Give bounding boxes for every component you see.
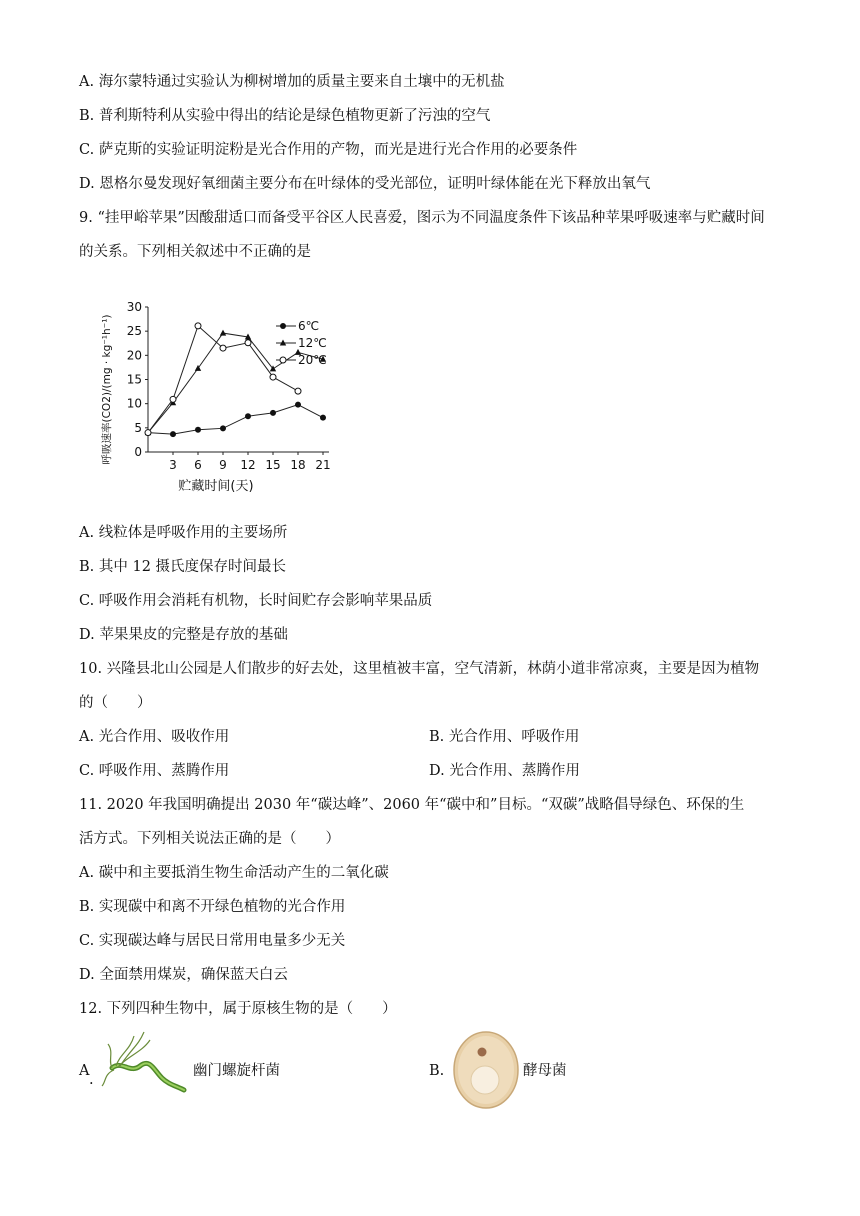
data-point — [195, 427, 201, 433]
legend-label: 12℃ — [298, 336, 327, 350]
legend-marker — [280, 357, 286, 363]
legend-marker — [280, 323, 286, 329]
y-tick-label: 30 — [126, 300, 142, 314]
q9-option-d: D. 苹果果皮的完整是存放的基础 — [79, 627, 288, 643]
x-tick-label: 6 — [194, 458, 202, 472]
x-tick-label: 12 — [240, 458, 256, 472]
x-tick-label: 9 — [219, 458, 227, 472]
q10-stem-line-1: 10. 兴隆县北山公园是人们散步的好去处，这里植被丰富，空气清新，林荫小道非常凉爽，主要是因为植物 — [79, 661, 760, 677]
x-tick-label: 21 — [315, 458, 331, 472]
data-point — [220, 330, 226, 336]
respiration-rate-chart — [96, 290, 346, 505]
q10-option-c: C. 呼吸作用、蒸腾作用 — [79, 763, 230, 779]
x-tick-label: 18 — [290, 458, 306, 472]
legend-label: 6℃ — [298, 319, 320, 333]
y-tick-label: 25 — [126, 324, 142, 339]
q9-stem-line-1: 9. “挂甲峪苹果”因酸甜适口而备受平谷区人民喜爱，图示为不同温度条件下该品种苹果呼吸速率与贮藏时间 — [79, 210, 765, 226]
legend-label: 20℃ — [298, 353, 327, 367]
q11-stem-line-1: 11. 2020 年我国明确提出 2030 年“碳达峰”、2060 年“碳中和”目标。“双碳”战略倡导绿色、环保的生 — [79, 797, 745, 813]
series-line-1 — [148, 405, 323, 434]
yeast-cell-illustration — [450, 1030, 522, 1110]
y-tick-label: 20 — [126, 348, 142, 363]
q8-option-c: C. 萨克斯的实验证明淀粉是光合作用的产物，而光是进行光合作用的必要条件 — [79, 142, 578, 158]
q12-option-a-label: 幽门螺旋杆菌 — [193, 1063, 280, 1079]
q10-option-b: B. 光合作用、呼吸作用 — [429, 729, 580, 745]
data-point — [170, 431, 176, 437]
q9-stem-line-2: 的关系。下列相关叙述中不正确的是 — [79, 244, 311, 260]
q8-option-d: D. 恩格尔曼发现好氧细菌主要分布在叶绿体的受光部位，证明叶绿体能在光下释放出氧气 — [79, 176, 651, 192]
q9-option-c: C. 呼吸作用会消耗有机物，长时间贮存会影响苹果品质 — [79, 593, 433, 609]
data-point — [320, 415, 326, 421]
q11-stem-line-2: 活方式。下列相关说法正确的是（ ） — [79, 831, 340, 847]
x-axis-title: 贮藏时间(天) — [178, 479, 254, 494]
helicobacter-pylori-illustration — [100, 1030, 190, 1100]
q10-stem-line-2: 的（ ） — [79, 695, 152, 711]
series-line-2 — [148, 333, 323, 433]
data-point — [295, 402, 301, 408]
x-tick-label: 3 — [169, 458, 177, 472]
q10-option-d: D. 光合作用、蒸腾作用 — [429, 763, 580, 779]
data-point — [195, 323, 201, 329]
q9-option-a: A. 线粒体是呼吸作用的主要场所 — [79, 525, 288, 541]
data-point — [270, 410, 276, 416]
data-point — [145, 430, 151, 436]
y-axis-title: 呼吸速率(CO2)/(mg · kg⁻¹h⁻¹) — [101, 314, 113, 465]
y-tick-label: 15 — [126, 372, 142, 387]
q12-option-b-label: 酵母菌 — [523, 1063, 567, 1079]
q11-option-c: C. 实现碳达峰与居民日常用电量多少无关 — [79, 933, 346, 949]
q10-option-a: A. 光合作用、吸收作用 — [79, 729, 230, 745]
y-tick-label: 5 — [134, 420, 142, 435]
data-point — [270, 374, 276, 380]
data-point — [245, 340, 251, 346]
q11-option-d: D. 全面禁用煤炭，确保蓝天白云 — [79, 967, 288, 983]
q12-option-a-dot: . — [89, 1072, 94, 1088]
q9-option-b: B. 其中 12 摄氏度保存时间最长 — [79, 559, 287, 575]
q8-option-b: B. 普利斯特利从实验中得出的结论是绿色植物更新了污浊的空气 — [79, 108, 491, 124]
y-tick-label: 0 — [134, 445, 142, 459]
q12-option-b-letter: B. — [429, 1063, 445, 1079]
q12-stem: 12. 下列四种生物中，属于原核生物的是（ ） — [79, 1001, 397, 1017]
y-tick-label: 10 — [126, 396, 142, 411]
data-point — [295, 388, 301, 394]
q11-option-b: B. 实现碳中和离不开绿色植物的光合作用 — [79, 899, 346, 915]
q8-option-a: A. 海尔蒙特通过实验认为柳树增加的质量主要来自土壤中的无机盐 — [79, 74, 505, 90]
q12-option-a-letter: A — [79, 1063, 90, 1079]
data-point — [220, 425, 226, 431]
q11-option-a: A. 碳中和主要抵消生物生命活动产生的二氧化碳 — [79, 865, 389, 881]
data-point — [245, 413, 251, 419]
x-tick-label: 15 — [265, 458, 281, 472]
data-point — [220, 345, 226, 351]
data-point — [170, 396, 176, 402]
